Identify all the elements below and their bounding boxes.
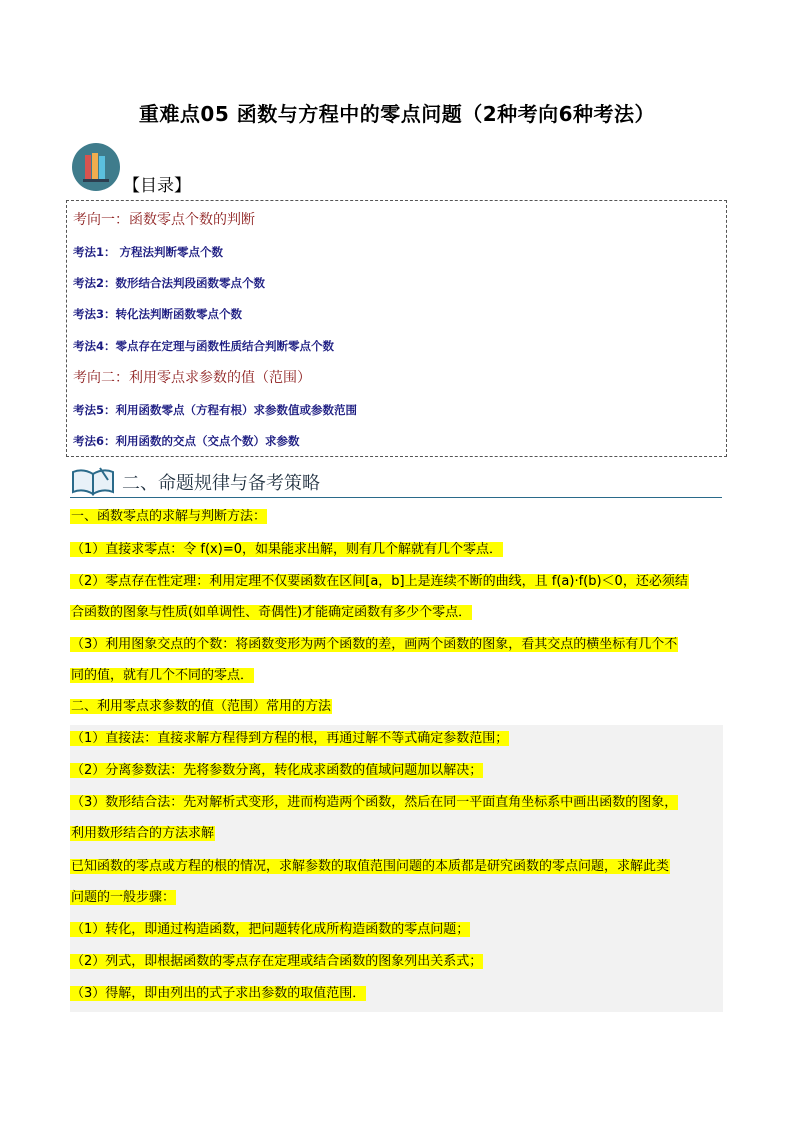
paragraph-line: （2）分离参数法：先将参数分离，转化成求函数的值域问题加以解决； [71, 763, 483, 778]
paragraph-line: （2）零点存在性定理：利用定理不仅要函数在区间[a，b]上是连续不断的曲线，且 f(a)·f(b)＜0，还必须结 [71, 574, 688, 589]
page-title: 重难点05 函数与方程中的零点问题（2种考向6种考法） [138, 102, 656, 126]
toc-method-1[interactable]: 考法1： 方程法判断零点个数 [73, 245, 224, 259]
paragraph-line: 一、函数零点的求解与判断方法： [71, 509, 267, 524]
section-title: 二、命题规律与备考策略 [122, 473, 320, 494]
paragraph-line: 已知函数的零点或方程的根的情况，求解参数的取值范围问题的本质都是研究函数的零点问题，求解此类 [71, 859, 670, 874]
open-book-icon [70, 466, 116, 500]
toc-direction-2[interactable]: 考向二：利用零点求参数的值（范围） [73, 370, 311, 386]
toc-method-2[interactable]: 考法2：数形结合法判段函数零点个数 [73, 276, 265, 290]
paragraph-line: 利用数形结合的方法求解 [71, 826, 215, 841]
paragraph-line: 合函数的图象与性质(如单调性、奇偶性)才能确定函数有多少个零点． [71, 605, 472, 620]
paragraph-line: 二、利用零点求参数的值（范围）常用的方法 [71, 699, 332, 714]
paragraph-line: （1）直接法：直接求解方程得到方程的根，再通过解不等式确定参数范围； [71, 731, 509, 746]
toc-method-3[interactable]: 考法3：转化法判断函数零点个数 [73, 307, 242, 321]
paragraph-line: （3）利用图象交点的个数：将函数变形为两个函数的差，画两个函数的图象，看其交点的横坐标有几个不 [71, 637, 678, 652]
paragraph-line: （3）数形结合法：先对解析式变形，进而构造两个函数，然后在同一平面直角坐标系中画出函数的图象， [71, 795, 678, 810]
toc-method-4[interactable]: 考法4：零点存在定理与函数性质结合判断零点个数 [73, 339, 334, 353]
toc-method-6[interactable]: 考法6：利用函数的交点（交点个数）求参数 [73, 434, 300, 448]
paragraph-line: 同的值，就有几个不同的零点． [71, 668, 254, 683]
toc-method-5[interactable]: 考法5：利用函数零点（方程有根）求参数值或参数范围 [73, 403, 357, 417]
toc-direction-1[interactable]: 考向一：函数零点个数的判断 [73, 212, 255, 228]
table-of-contents [66, 200, 727, 457]
book-logo-icon [72, 143, 120, 191]
paragraph-line: （2）列式，即根据函数的零点存在定理或结合函数的图象列出关系式； [71, 954, 483, 969]
paragraph-line: 问题的一般步骤： [71, 890, 176, 905]
paragraph-line: （3）得解，即由列出的式子求出参数的取值范围． [71, 986, 366, 1001]
section-divider [70, 497, 722, 499]
paragraph-line: （1）直接求零点：令 f(x)=0，如果能求出解，则有几个解就有几个零点． [71, 542, 502, 557]
toc-label: 【目录】 [123, 176, 191, 196]
section-header [70, 466, 722, 498]
paragraph-line: （1）转化，即通过构造函数，把问题转化成所构造函数的零点问题； [71, 922, 470, 937]
